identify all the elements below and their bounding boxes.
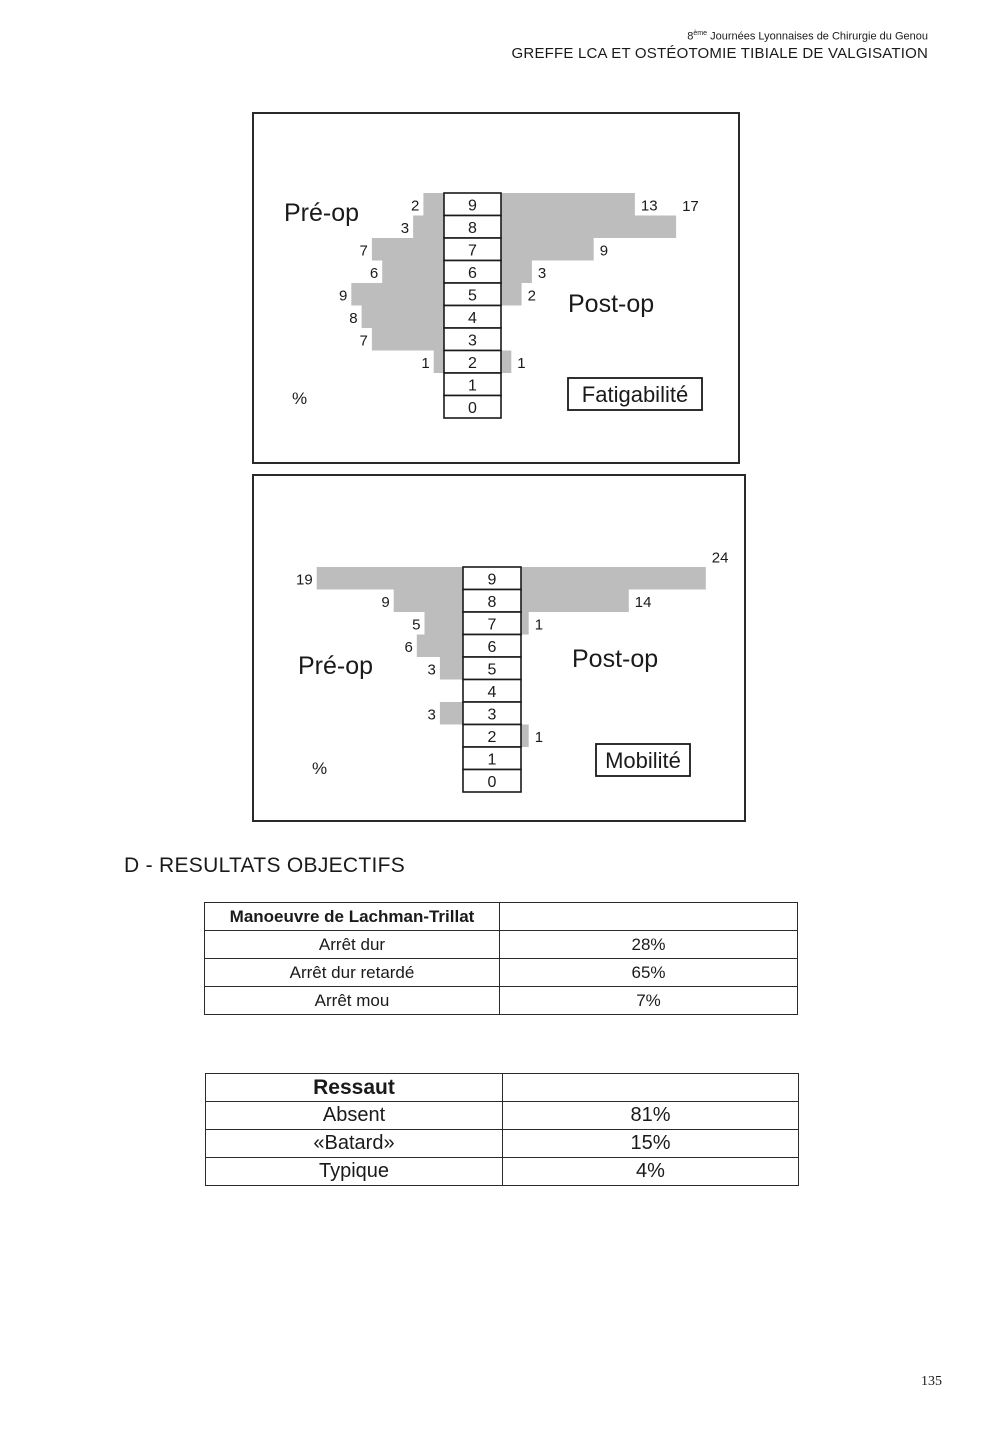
- preop-value-label: 6: [404, 638, 413, 656]
- row-label: «Batard»: [206, 1130, 503, 1158]
- row-value: 65%: [500, 959, 798, 987]
- page-number: 135: [921, 1374, 942, 1389]
- postop-value-label: 1: [534, 728, 544, 746]
- ressaut-table-header: Ressaut: [206, 1074, 503, 1102]
- fatigabilite-chart: [254, 114, 738, 462]
- preop-bar: [394, 590, 463, 613]
- preop-value-label: 1: [421, 354, 430, 372]
- preop-bar: [417, 635, 463, 658]
- table-header-row: [205, 903, 798, 931]
- postop-bar: [521, 567, 706, 590]
- preop-bar: [382, 261, 444, 284]
- postop-value-label: 13: [640, 197, 658, 215]
- postop-value-label: 1: [534, 616, 544, 634]
- header-title: GREFFE LCA ET OSTÉOTOMIE TIBIALE DE VALGISATION: [511, 45, 928, 62]
- scale-tick-label: 6: [487, 638, 497, 656]
- preop-value-label: 3: [427, 706, 436, 724]
- preop-value-label: 9: [338, 287, 348, 305]
- header-ordinal: 8: [687, 30, 694, 43]
- scale-tick-label: 7: [468, 242, 477, 260]
- postop-value-label: 24: [711, 549, 729, 567]
- scale-tick-label: 8: [468, 219, 477, 237]
- preop-value-label: 8: [349, 309, 358, 327]
- row-value: 15%: [503, 1130, 799, 1158]
- row-value: 4%: [503, 1158, 799, 1186]
- postop-bar: [521, 612, 529, 635]
- postop-bar: [501, 238, 594, 261]
- scale-tick-label: 5: [468, 287, 477, 305]
- table-row: [206, 1158, 799, 1186]
- header-conference: [687, 30, 928, 43]
- preop-value-label: 7: [359, 242, 368, 260]
- scale-tick-label: 9: [468, 197, 477, 215]
- preop-bar: [440, 657, 463, 680]
- scale-tick-label: 6: [468, 264, 477, 282]
- fatigabilite-chart-panel: [252, 112, 740, 464]
- row-value: 7%: [500, 987, 798, 1015]
- preop-bar: [440, 702, 463, 725]
- preop-bar: [351, 283, 444, 306]
- scale-tick-label: 8: [487, 593, 497, 611]
- postop-value-label: 2: [527, 287, 536, 305]
- preop-bar: [434, 351, 444, 374]
- postop-value-label: 3: [537, 264, 547, 282]
- preop-value-label: 3: [427, 661, 436, 679]
- preop-label: Pré-op: [284, 199, 360, 227]
- lachman-table: [204, 902, 798, 1015]
- header-conference-name: Journées Lyonnaises de Chirurgie du Genou: [707, 30, 928, 43]
- table-row: [206, 1130, 799, 1158]
- unit-label: %: [292, 389, 308, 408]
- preop-label: Pré-op: [298, 652, 374, 680]
- scale-tick-label: 1: [468, 377, 477, 395]
- scale-tick-label: 2: [487, 728, 497, 746]
- unit-label: %: [312, 759, 328, 778]
- row-label: Arrêt dur: [205, 931, 500, 959]
- postop-value-label: 9: [599, 242, 609, 260]
- preop-bar: [423, 193, 444, 216]
- scale-tick-label: 1: [487, 751, 497, 769]
- ressaut-table-header-value: [503, 1074, 799, 1102]
- row-value: 28%: [500, 931, 798, 959]
- preop-bar: [317, 567, 463, 590]
- postop-bar: [501, 283, 522, 306]
- table-header-row: [206, 1074, 799, 1102]
- preop-value-label: 9: [381, 593, 390, 611]
- scale-tick-label: 2: [468, 354, 477, 372]
- preop-value-label: 5: [412, 616, 421, 634]
- scale-tick-label: 0: [468, 399, 477, 417]
- scale-tick-label: 4: [487, 683, 497, 701]
- scale-tick-label: 5: [487, 661, 497, 679]
- scale-tick-label: 3: [468, 332, 477, 350]
- table-row: [205, 987, 798, 1015]
- postop-bar: [501, 216, 676, 239]
- preop-value-label: 6: [369, 264, 379, 282]
- postop-bar: [521, 590, 629, 613]
- postop-value-label: 17: [682, 197, 699, 215]
- section-title: D - RESULTATS OBJECTIFS: [124, 854, 406, 877]
- postop-label: Post-op: [572, 645, 659, 673]
- postop-label: Post-op: [568, 290, 655, 318]
- scale-tick-label: 4: [468, 309, 477, 327]
- row-value: 81%: [503, 1102, 799, 1130]
- preop-value-label: 7: [359, 332, 368, 350]
- row-label: Arrêt mou: [205, 987, 500, 1015]
- postop-bar: [501, 261, 532, 284]
- postop-bar: [521, 725, 529, 748]
- scale-tick-label: 3: [487, 706, 497, 724]
- preop-bar: [372, 238, 444, 261]
- preop-bar: [413, 216, 444, 239]
- ressaut-table: [205, 1073, 799, 1186]
- preop-value-label: 2: [411, 197, 420, 215]
- chart-title: Mobilité: [605, 748, 681, 773]
- preop-value-label: 19: [296, 571, 313, 589]
- table-row: [205, 959, 798, 987]
- chart-title: Fatigabilité: [581, 382, 689, 407]
- row-label: Typique: [206, 1158, 503, 1186]
- preop-bar: [425, 612, 464, 635]
- header-ordinal-suffix: ème: [693, 30, 708, 37]
- row-label: Absent: [206, 1102, 503, 1130]
- lachman-table-header-value: [500, 903, 798, 931]
- scale-tick-label: 7: [487, 616, 497, 634]
- mobilite-chart: [254, 476, 744, 820]
- postop-value-label: 1: [517, 354, 526, 372]
- preop-bar: [372, 328, 444, 351]
- row-label: Arrêt dur retardé: [205, 959, 500, 987]
- scale-tick-label: 9: [487, 571, 497, 589]
- preop-value-label: 3: [400, 219, 410, 237]
- mobilite-chart-panel: [252, 474, 746, 822]
- lachman-table-header: Manoeuvre de Lachman-Trillat: [205, 903, 500, 931]
- scale-tick-label: 0: [487, 773, 497, 791]
- table-row: [205, 931, 798, 959]
- postop-bar: [501, 193, 635, 216]
- table-row: [206, 1102, 799, 1130]
- postop-bar: [501, 351, 511, 374]
- preop-bar: [362, 306, 444, 329]
- postop-value-label: 14: [634, 593, 652, 611]
